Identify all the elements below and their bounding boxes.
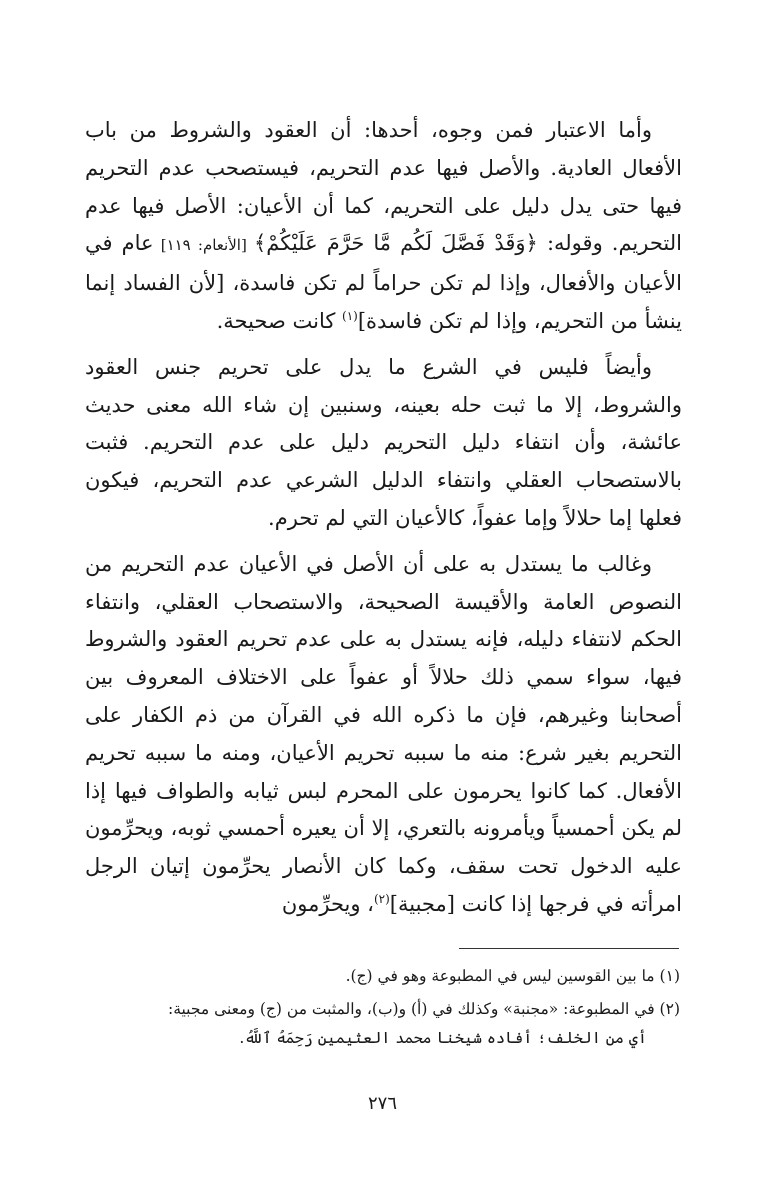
- paragraph-1: [85, 112, 682, 341]
- paragraph-1-text-b: عام في الأعيان والأفعال، وإذا لم تكن حراماً لم تكن فاسدة، [لأن الفساد إنما ينشأ من التحريم، وإذا لم تكن فاسدة]: [85, 231, 682, 333]
- main-text: [85, 112, 682, 924]
- footnote-2: [80, 995, 680, 1053]
- verse-reference: [الأنعام: ١١٩]: [153, 236, 254, 255]
- paragraph-2: [85, 349, 682, 538]
- paragraph-2-text: وأيضاً فليس في الشرع ما يدل على تحريم جنس العقود والشروط، إلا ما ثبت حله بعينه، وسنبين إن شاء الله معنى حديث عائشة، وأن انتفاء دليل التحريم دليل على عدم التحريم. فثبت بالاستصحاب العقلي وانتفاء الدليل الشرعي عدم التحريم، فيكون فعلها إما حلالاً وإما عفواً، كالأعيان التي لم تحرم.: [85, 354, 682, 530]
- quran-verse: ﴿وَقَدْ فَصَّلَ لَكُم مَّا حَرَّمَ عَلَيْكُمْ﴾: [253, 231, 538, 256]
- footnote-number: (١): [659, 967, 680, 985]
- footnote-text: في المطبوعة: «مجنبة» وكذلك في (أ) و(ب)، والمثبت من (ج) ومعنى مجبية:: [167, 1000, 655, 1018]
- footnote-continuation: أي من الخلف؛ أفاده شيخنا محمد العثيمين رَحِمَهُ ٱللَّهُ.: [239, 1029, 647, 1047]
- footnote-marker-2[interactable]: (٢): [373, 891, 390, 906]
- paragraph-3-text-a: وغالب ما يستدل به على أن الأصل في الأعيان عدم التحريم من النصوص العامة والأقيسة الصحيحة، والاستصحاب العقلي، وانتفاء الحكم لانتفاء دليله، فإنه يستدل به على عدم تحريم العقود والشروط فيها، سواء سمي ذلك حلالاً أو عفواً على الاختلاف المعروف بين أصحابنا وغيرهم، فإن ما ذكره الله في القرآن من ذم الكفار على التحريم بغير شرع: منه ما سببه تحريم الأعيان، ومنه ما سببه تحريم الأفعال. كما كانوا يحرمون على المحرم لبس ثيابه والطواف فيها إذا لم يكن أحمسياً ويأمرونه بالتعري، إلا أن يعيره أحمسي ثوبه، ويحرِّمون عليه الدخول تحت سقف، وكما كان الأنصار يحرِّمون إتيان الرجل امرأته في فرجها إذا كانت [مجبية]: [85, 551, 682, 916]
- paragraph-3: [85, 546, 682, 924]
- footnote-1: [80, 962, 680, 991]
- footnotes: [80, 962, 680, 1057]
- footnote-number: (٢): [659, 1000, 680, 1018]
- footnote-separator: [459, 948, 679, 949]
- page-number: ٢٧٦: [367, 1093, 397, 1114]
- paragraph-1-text-a: وأما الاعتبار فمن وجوه، أحدها: أن العقود والشروط من باب الأفعال العادية. والأصل فيها عدم التحريم، فيستصحب عدم التحريم فيها حتى يدل دليل على التحريم، كما أن الأعيان: الأصل فيها عدم التحريم. وقوله:: [85, 118, 682, 256]
- paragraph-1-text-c: كانت صحيحة.: [216, 308, 343, 333]
- footnote-text: ما بين القوسين ليس في المطبوعة وهو في (ج).: [345, 967, 655, 985]
- paragraph-3-text-b: ، ويحرِّمون: [281, 891, 374, 916]
- footnote-marker-1[interactable]: (١): [342, 308, 358, 323]
